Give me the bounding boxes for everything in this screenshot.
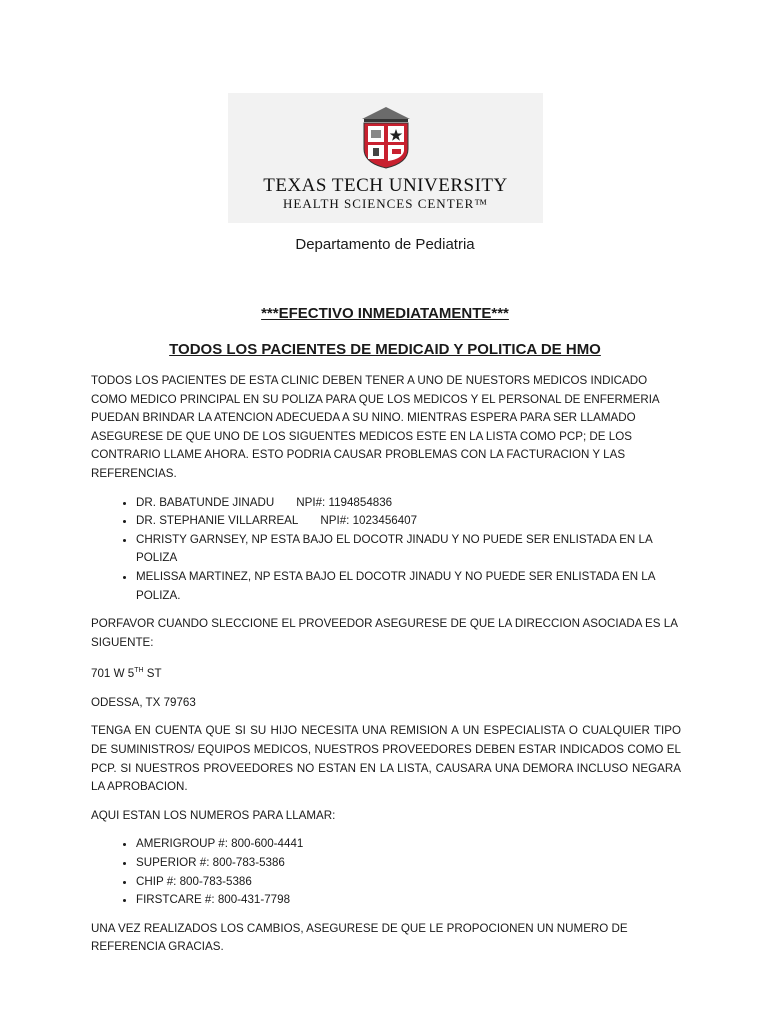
address-city: ODESSA, TX 79763	[91, 695, 196, 709]
list-item	[136, 512, 681, 531]
numbers-heading: AQUI ESTAN LOS NUMEROS PARA LLAMAR:	[91, 808, 336, 822]
referral-paragraph: TENGA EN CUENTA QUE SI SU HIJO NECESITA UNA REMISION A UN ESPECIALISTA O CUALQUIER TIPO DE SUMINISTROS/ EQUIPOS MEDICOS, NUESTROS PROVEEDORES DEBEN ESTAR INDICADOS COMO EL PCP. SI NUESTROS PROVEEDORES NO ESTAN EN LA LISTA, CAUSARA UNA DEMORA INCLUSO NEGARA LA APROBACION.	[91, 724, 681, 794]
list-item	[136, 531, 681, 568]
provider-name: DR. STEPHANIE VILLARREAL	[136, 514, 299, 528]
street-number: 701 W 5	[91, 667, 135, 681]
logo-center-name: HEALTH SCIENCES CENTER™	[283, 196, 488, 211]
list-item	[136, 568, 681, 605]
address-street	[91, 662, 681, 683]
logo-university-name: TEXAS TECH UNIVERSITY	[263, 175, 508, 196]
provider-name: MELISSA MARTINEZ, NP ESTA BAJO EL DOCOTR JINADU Y NO PUEDE SER ENLISTADA EN LA POLIZA.	[136, 569, 655, 602]
phone-list	[91, 835, 681, 909]
document-body	[91, 372, 681, 967]
provider-npi: NPI#: 1023456407	[320, 514, 418, 528]
list-item: • AMERIGROUP #: 800-600-4441	[136, 835, 681, 854]
ttu-seal-icon	[358, 105, 414, 169]
address-instruction: PORFAVOR CUANDO SLECCIONE EL PROVEEDOR ASEGURESE DE QUE LA DIRECCION ASOCIADA ES LA SIGUENTE:	[91, 617, 678, 649]
list-item: • SUPERIOR #: 800-783-5386	[136, 854, 681, 873]
street-suffix: ST	[143, 667, 162, 681]
department-name: Departamento de Pediatria	[295, 236, 475, 253]
intro-paragraph: TODOS LOS PACIENTES DE ESTA CLINIC DEBEN TENER A UNO DE NUESTORS MEDICOS INDICADO COMO MEDICO PRINCIPAL EN SU POLIZA PARA QUE LOS MEDICOS Y EL PERSONAL DE ENFERMERIA PUEDAN BRINDAR LA ATENCION ADECUEDA A SU NINO. MIENTRAS ESPERA PARA SER LLAMADO ASEGURESE DE QUE UNO DE LOS SIGUENTES MEDICOS ESTE EN LA LISTA COMO PCP; DE LOS CONTRARIO LLAME AHORA. ESTO PODRIA CAUSAR PROBLEMAS CON LA FACTURACION Y LAS REFERENCIAS.	[91, 374, 660, 480]
notice-heading: ***EFECTIVO INMEDIATAMENTE***	[261, 305, 509, 322]
list-item: • CHIP #: 800-783-5386	[136, 873, 681, 892]
university-logo	[228, 93, 543, 223]
provider-npi: NPI#: 1194854836	[296, 495, 393, 509]
provider-name: CHRISTY GARNSEY, NP ESTA BAJO EL DOCOTR JINADU Y NO PUEDE SER ENLISTADA EN LA POLIZA	[136, 532, 653, 565]
list-item	[136, 494, 681, 513]
provider-name: DR. BABATUNDE JINADU	[136, 495, 275, 509]
closing-paragraph: UNA VEZ REALIZADOS LOS CAMBIOS, ASEGURESE DE QUE LE PROPOCIONEN UN NUMERO DE REFERENCIA GRACIAS.	[91, 921, 628, 954]
policy-title: TODOS LOS PACIENTES DE MEDICAID Y POLITICA DE HMO	[169, 341, 601, 358]
provider-list	[91, 494, 681, 606]
street-ordinal: TH	[134, 667, 144, 675]
list-item: • FIRSTCARE #: 800-431-7798	[136, 891, 681, 910]
